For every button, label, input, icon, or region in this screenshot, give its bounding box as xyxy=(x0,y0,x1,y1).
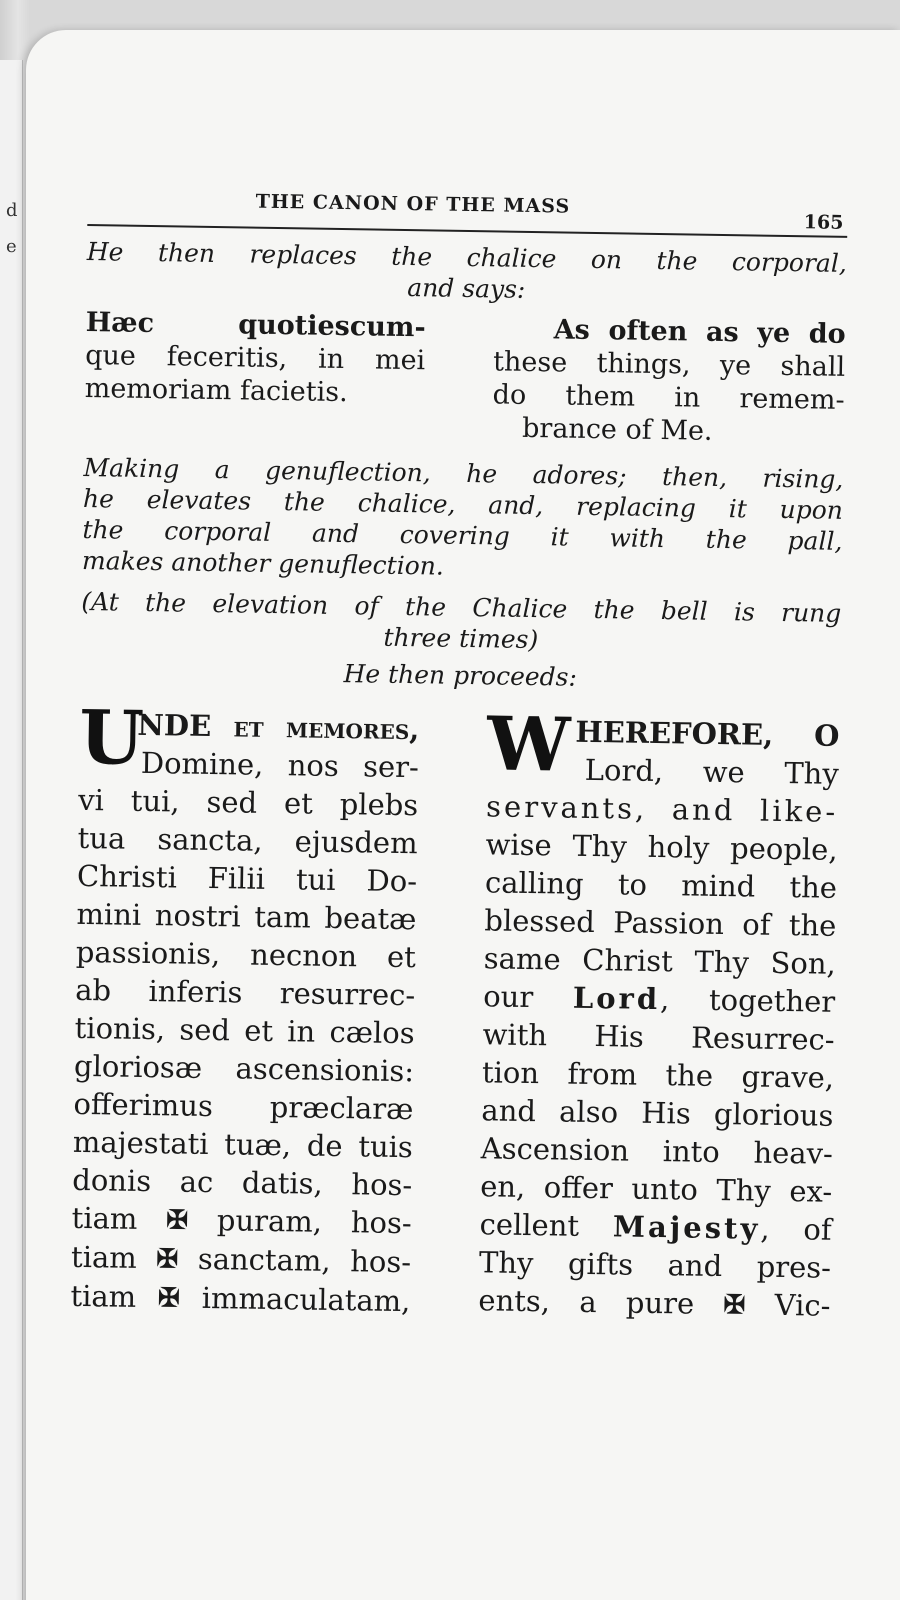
english-word: cellent xyxy=(479,1207,580,1243)
latin-line: Christi Filii tui Do- xyxy=(76,858,418,899)
latin-word: sanctam, hos- xyxy=(197,1241,412,1280)
latin-line: donis ac datis, hos- xyxy=(72,1162,413,1203)
cross-icon: ✠ xyxy=(156,1244,179,1275)
rubric-line: makes another genuflection. xyxy=(81,545,445,581)
english-verse xyxy=(492,312,846,450)
english-line: with His Resurrec- xyxy=(482,1017,835,1057)
drop-cap-u: U xyxy=(78,694,145,782)
rubric-line: the corporal and covering it with the pall, xyxy=(82,514,843,556)
english-first-words: HEREFORE, O xyxy=(575,714,840,753)
verse-line: As often as ye do xyxy=(553,314,846,350)
english-line: servants, and like- xyxy=(485,789,839,829)
latin-line: mini nostri tam beatæ xyxy=(76,896,417,937)
english-line: calling to mind the xyxy=(484,865,838,905)
latin-word: immaculatam, xyxy=(201,1280,411,1319)
rubric-line: He then replaces the chalice on the corporal, xyxy=(86,236,848,278)
latin-line: gloriosæ ascensionis: xyxy=(73,1048,415,1089)
latin-line: Domine, nos ser- xyxy=(140,745,420,785)
verse-line: Hæc quotiescum- xyxy=(85,306,426,344)
rubric-line: he elevates the chalice, and, replacing it upon xyxy=(82,483,844,525)
english-line xyxy=(479,1205,832,1249)
running-header xyxy=(87,180,848,238)
english-line: Thy gifts and pres- xyxy=(478,1245,832,1285)
latin-cross-line xyxy=(70,1277,411,1321)
page-title: THE CANON OF THE MASS xyxy=(255,190,571,218)
english-word: , together xyxy=(659,982,836,1019)
latin-word: tiam xyxy=(71,1200,138,1236)
latin-line: passionis, necnon et xyxy=(75,934,417,975)
latin-line: ab inferis resurrec- xyxy=(75,972,416,1013)
english-line: same Christ Thy Son, xyxy=(483,941,837,981)
cross-icon: ✠ xyxy=(723,1290,746,1321)
rubric-proceeds: He then proceeds: xyxy=(343,659,578,692)
english-line: wise Thy holy people, xyxy=(485,827,838,867)
verse-line: these things, ye shall xyxy=(492,346,846,383)
english-line: tion from the grave, xyxy=(481,1055,835,1095)
left-edge-fragment: d xyxy=(6,200,18,221)
rubric-line: Making a genuflection, he adores; then, rising, xyxy=(83,452,844,494)
latin-line: offerimus præclaræ xyxy=(73,1086,414,1127)
verse-columns xyxy=(84,306,846,450)
rubric-bell xyxy=(81,586,842,660)
verse-line: do them in remem- xyxy=(492,379,845,416)
latin-prayer-unde xyxy=(70,694,420,1321)
lord-word: Lord xyxy=(572,980,661,1017)
verse-line: que feceritis, in mei xyxy=(84,339,426,377)
english-line xyxy=(478,1281,831,1326)
latin-word: tiam xyxy=(70,1278,137,1314)
latin-cross-line xyxy=(71,1238,412,1282)
english-line: blessed Passion of the xyxy=(484,903,837,943)
latin-line: tua sancta, ejusdem xyxy=(77,820,418,861)
english-line: Lord, we Thy xyxy=(584,752,840,791)
latin-cross-line xyxy=(71,1199,412,1243)
cross-icon: ✠ xyxy=(166,1205,189,1236)
drop-cap-w: W xyxy=(486,701,571,789)
english-line: and also His glorious xyxy=(481,1093,834,1133)
latin-line: tionis, sed et in cælos xyxy=(74,1010,415,1051)
page-content xyxy=(70,180,848,1328)
english-word: our xyxy=(482,979,534,1015)
book-page xyxy=(26,30,900,1600)
latin-word: puram, hos- xyxy=(216,1203,412,1241)
verse-line: brance of Me. xyxy=(521,412,713,447)
cross-icon: ✠ xyxy=(157,1283,181,1314)
verse-line: memoriam facietis. xyxy=(84,372,348,409)
latin-line: majestati tuæ, de tuis xyxy=(72,1124,414,1165)
rubric-line: and says: xyxy=(407,273,526,304)
latin-line: vi tui, sed et plebs xyxy=(77,782,419,823)
latin-word: tiam xyxy=(70,1239,138,1275)
english-line xyxy=(483,977,836,1021)
latin-verse xyxy=(84,306,426,443)
left-edge-fragment: e xyxy=(6,236,17,257)
english-prayer-wherefore xyxy=(478,701,840,1327)
left-page-edge xyxy=(0,60,23,1600)
prayer-columns xyxy=(70,694,840,1328)
majesty-word: Majesty xyxy=(612,1209,761,1246)
rubric-line: three times) xyxy=(383,622,539,655)
english-word: , of xyxy=(760,1211,832,1247)
rubric-replaces-chalice xyxy=(86,236,847,310)
english-word: Vic- xyxy=(774,1287,831,1323)
page-number: 165 xyxy=(803,211,844,234)
english-line: Ascension into heav- xyxy=(480,1131,834,1171)
latin-first-words: NDE et memores, xyxy=(137,707,420,747)
english-line: en, offer unto Thy ex- xyxy=(479,1169,833,1209)
rubric-genuflection xyxy=(82,452,844,588)
english-word: ents, a pure xyxy=(478,1283,695,1321)
rubric-line: (At the elevation of the Chalice the bell is rung xyxy=(81,586,842,628)
